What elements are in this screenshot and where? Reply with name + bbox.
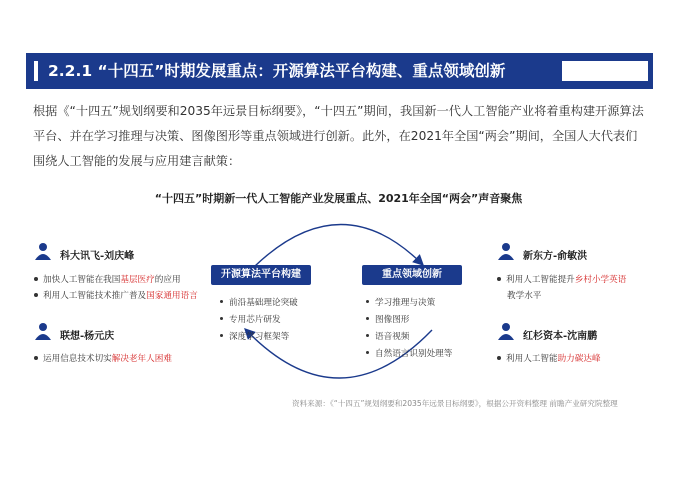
person-icon xyxy=(497,322,515,340)
person-name-liu: 科大讯飞-刘庆峰 xyxy=(60,251,135,262)
key-field-innovation-pill: 重点领域创新 xyxy=(362,265,462,285)
section-title: 2.2.1 “十四五”时期发展重点：开源算法平台构建、重点领域创新 xyxy=(48,62,506,80)
person-bullet: 加快人工智能在我国基层医疗的应用 xyxy=(34,273,181,285)
top-arc xyxy=(255,224,420,266)
person-bullet: 利用人工智能提升乡村小学英语 xyxy=(497,273,626,285)
left-sub-item: 前沿基础理论突破 xyxy=(220,296,298,308)
person-bullet: 利用人工智能技术推广普及国家通用语言 xyxy=(34,289,198,301)
right-sub-item: 自然语言识别处理等 xyxy=(366,347,452,359)
person-bullet: 运用信息技术切实解决老年人困难 xyxy=(34,352,172,364)
intro-paragraph: 根据《“十四五”规划纲要和2035年远景目标纲要》，“十四五”期间，我国新一代人工智能产业将着重构建开源算法平台、并在学习推理与决策、图像图形等重点领域进行创新。此外，在2021年全国“两会”期间，全国人大代表们围绕人工智能的发展与应用建言献策： xyxy=(33,104,644,168)
right-sub-item: 图像图形 xyxy=(366,313,409,325)
person-icon xyxy=(34,242,52,260)
source-note: 资料来源：《“十四五”规划纲要和2035年远景目标纲要》，根据公开资料整理 前瞻产业研究院整理 xyxy=(292,399,618,408)
person-bullet-continued: 教学水平 xyxy=(507,291,542,301)
chart-title: “十四五”时期新一代人工智能产业发展重点、2021年全国“两会”声音聚焦 xyxy=(154,192,523,205)
left-sub-item: 深度学习框架等 xyxy=(220,330,289,342)
person-icon xyxy=(34,322,52,340)
open-source-platform-pill: 开源算法平台构建 xyxy=(211,265,311,285)
person-bullet: 利用人工智能助力碳达峰 xyxy=(497,352,601,364)
person-icon xyxy=(497,242,515,260)
person-name-yang: 联想-杨元庆 xyxy=(60,331,115,342)
person-name-shen: 红杉资本-沈南鹏 xyxy=(523,331,598,342)
person-name-yu: 新东方-俞敏洪 xyxy=(523,251,588,262)
left-sub-item: 专用芯片研发 xyxy=(220,313,281,325)
right-sub-item: 语音视频 xyxy=(366,330,409,342)
right-sub-item: 学习推理与决策 xyxy=(366,296,435,308)
